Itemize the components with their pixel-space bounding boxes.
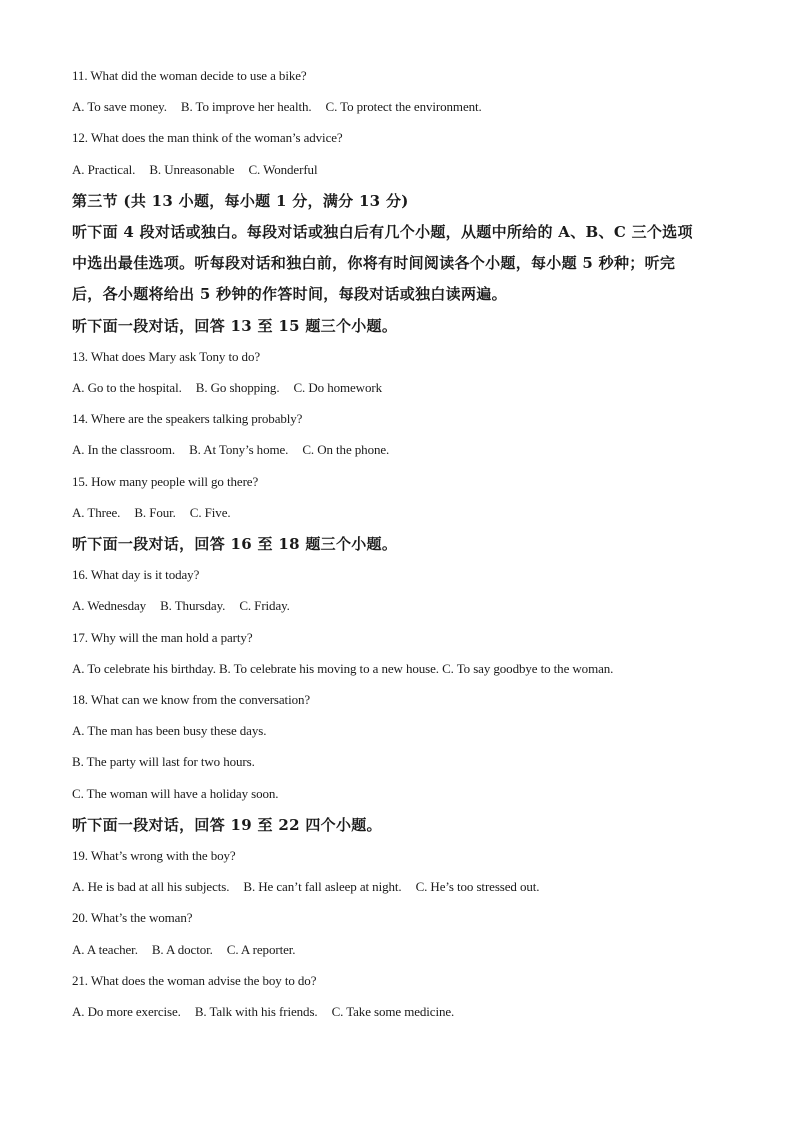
question-text: 12. What does the man think of the woman’s advice? bbox=[72, 130, 343, 146]
answer-options bbox=[72, 598, 290, 614]
answer-options bbox=[72, 442, 389, 458]
question-text: 21. What does the woman advise the boy to do? bbox=[72, 972, 317, 988]
answer-option: B. He can’t fall asleep at night. bbox=[243, 879, 402, 895]
answer-option: C. Five. bbox=[189, 504, 231, 520]
question-text: 16. What day is it today? bbox=[72, 567, 200, 583]
answer-option: A. A teacher. bbox=[72, 941, 138, 957]
question-text: 17. Why will the man hold a party? bbox=[72, 629, 253, 645]
answer-option: A. Three. bbox=[72, 504, 121, 520]
section-heading: 听下面一段对话，回答 16 至 18 题三个小题。 bbox=[72, 535, 398, 553]
answer-option: B. At Tony’s home. bbox=[189, 442, 289, 458]
question-text: 20. What’s the woman? bbox=[72, 910, 193, 926]
question-text: 19. What’s wrong with the boy? bbox=[72, 848, 236, 863]
answer-option: B. A doctor. bbox=[151, 941, 213, 957]
answer-options bbox=[72, 879, 539, 895]
answer-option: B. To improve her health. bbox=[180, 99, 312, 115]
answer-option: C. Take some medicine. bbox=[331, 1004, 455, 1019]
answer-option: C. On the phone. bbox=[302, 442, 390, 458]
answer-option: C. Do homework bbox=[293, 380, 382, 395]
answer-options bbox=[72, 162, 317, 178]
answer-options bbox=[72, 942, 295, 958]
section-heading: 听下面一段对话，回答 13 至 15 题三个小题。 bbox=[72, 316, 398, 335]
section-heading: 听下面 4 段对话或独白。每段对话或独白后有几个小题，从题中所给的 A、B、C 三个选项 bbox=[72, 223, 693, 241]
section-heading: 中选出最佳选项。听每段对话和独白前，你将有时间阅读各个小题，每小题 5 秒种；听完 bbox=[72, 254, 676, 273]
question-text: 18. What can we know from the conversation? bbox=[72, 692, 311, 707]
question-text: 11. What did the woman decide to use a bike? bbox=[72, 68, 307, 83]
answer-option: A. Go to the hospital. bbox=[72, 380, 182, 395]
answer-option: A. To save money. bbox=[72, 99, 167, 115]
question-text: C. The woman will have a holiday soon. bbox=[72, 785, 279, 801]
question-text: 14. Where are the speakers talking probably? bbox=[72, 411, 303, 427]
answer-option: A. Do more exercise. bbox=[72, 1004, 181, 1019]
question-text: A. To celebrate his birthday. B. To celebrate his moving to a new house. C. To say goodbye to the woman. bbox=[72, 660, 614, 676]
answer-option: B. Unreasonable bbox=[149, 161, 235, 177]
question-text: 15. How many people will go there? bbox=[72, 473, 259, 489]
answer-option: A. Wednesday bbox=[72, 598, 147, 614]
answer-option: B. Go shopping. bbox=[195, 380, 280, 395]
section-heading: 听下面一段对话，回答 19 至 22 四个小题。 bbox=[72, 815, 382, 834]
question-text: B. The party will last for two hours. bbox=[72, 754, 255, 770]
answer-options bbox=[72, 380, 382, 396]
question-text: 13. What does Mary ask Tony to do? bbox=[72, 348, 261, 364]
answer-option: C. He’s too stressed out. bbox=[415, 879, 540, 895]
answer-option: B. Four. bbox=[134, 504, 176, 520]
answer-option: B. Thursday. bbox=[160, 598, 226, 614]
exam-page bbox=[72, 0, 752, 1123]
answer-option: C. A reporter. bbox=[226, 941, 296, 957]
answer-option: C. Wonderful bbox=[248, 161, 318, 177]
answer-option: C. Friday. bbox=[239, 598, 290, 614]
answer-options bbox=[72, 99, 482, 115]
answer-option: A. He is bad at all his subjects. bbox=[72, 879, 230, 895]
answer-options bbox=[72, 1004, 454, 1020]
answer-option: A. Practical. bbox=[72, 161, 136, 177]
answer-option: B. Talk with his friends. bbox=[194, 1004, 318, 1019]
answer-options bbox=[72, 505, 231, 521]
answer-option: A. In the classroom. bbox=[72, 442, 176, 458]
section-heading: 第三节 (共 13 小题，每小题 1 分，满分 13 分) bbox=[72, 191, 409, 210]
question-text: A. The man has been busy these days. bbox=[72, 723, 267, 739]
answer-option: C. To protect the environment. bbox=[325, 99, 482, 115]
section-heading: 后，各小题将给出 5 秒钟的作答时间，每段对话或独白读两遍。 bbox=[72, 285, 507, 304]
